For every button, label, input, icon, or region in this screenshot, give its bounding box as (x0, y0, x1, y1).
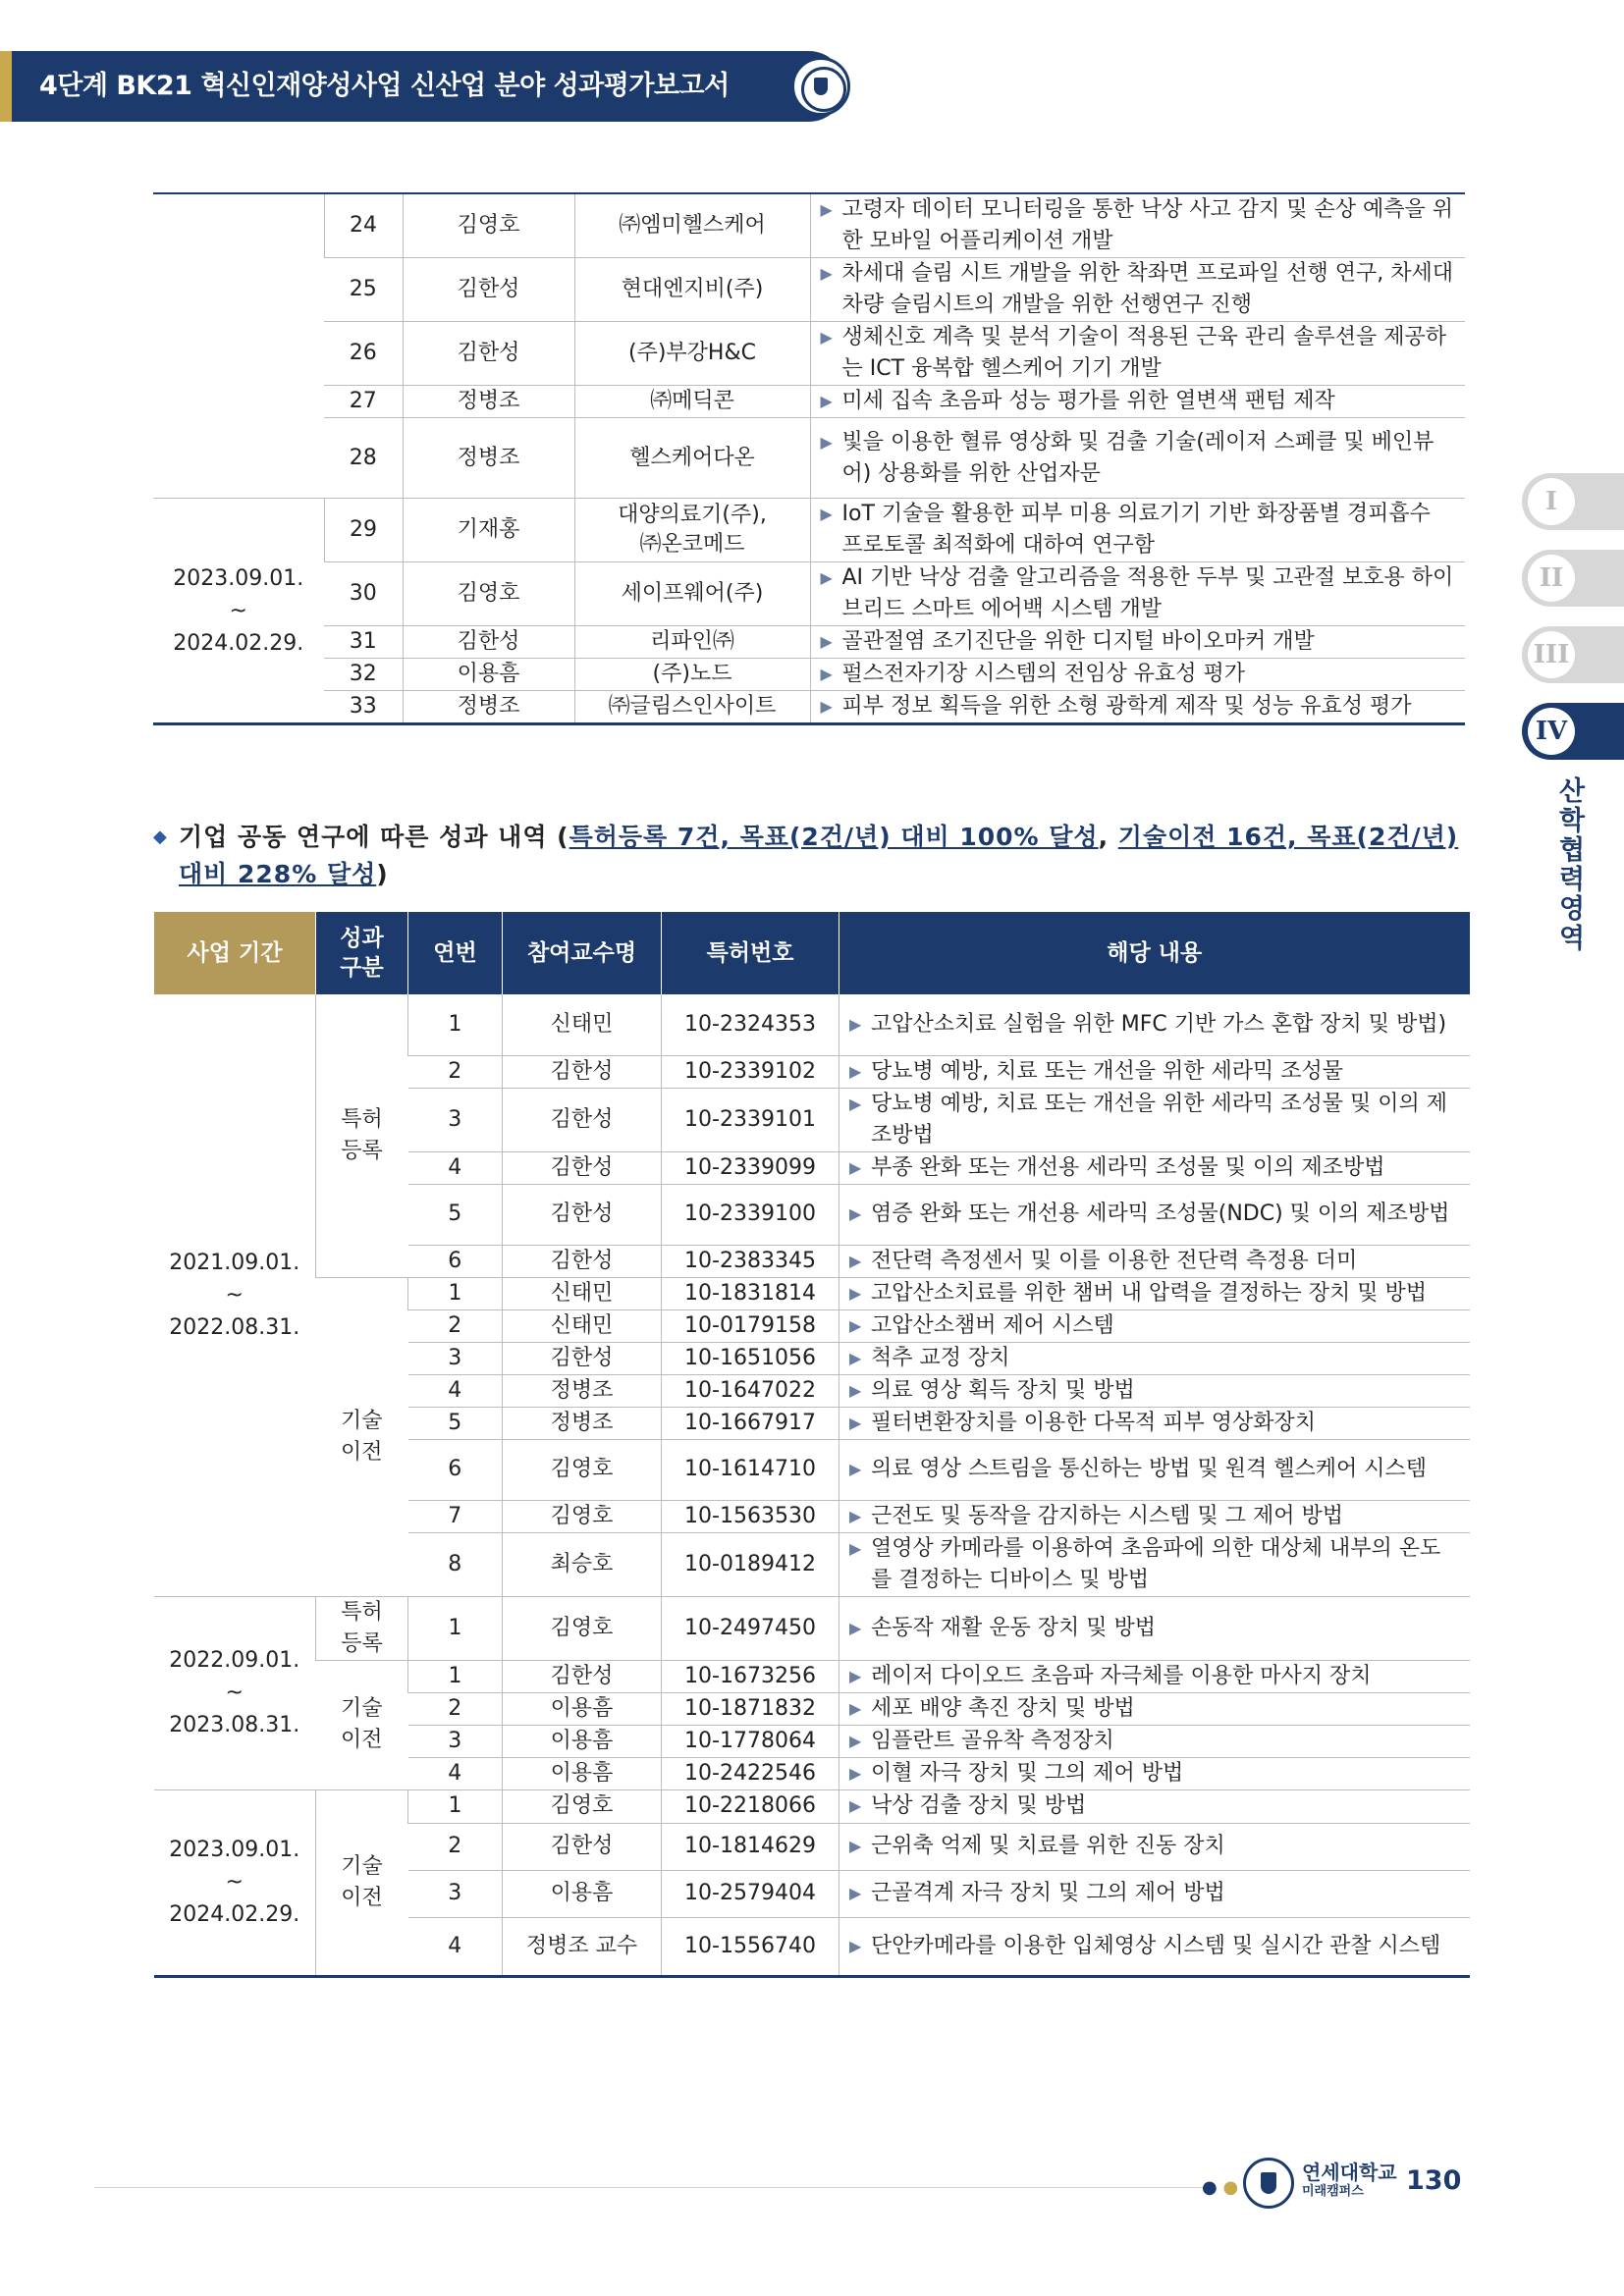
triangle-bullet-icon: ▶ (849, 1666, 862, 1685)
professor-name: 김영호 (403, 193, 574, 258)
table-header-row (154, 912, 1470, 994)
patent-number: 10-2339099 (662, 1151, 839, 1184)
patent-number: 10-2339100 (662, 1184, 839, 1245)
table-row (153, 193, 1465, 258)
project-content (810, 659, 1465, 691)
professor-name: 신태민 (503, 1277, 662, 1309)
content-text: 임플란트 골유착 측정장치 (871, 1728, 1114, 1753)
row-number: 28 (324, 418, 403, 499)
professor-name: 최승호 (503, 1532, 662, 1596)
triangle-bullet-icon: ▶ (849, 1094, 862, 1113)
university-emblem-icon (791, 57, 850, 116)
professor-name: 이용흠 (503, 1757, 662, 1789)
company-name: ㈜글림스인사이트 (574, 691, 810, 724)
patent-number: 10-1556740 (662, 1917, 839, 1976)
triangle-bullet-icon: ▶ (849, 1763, 862, 1783)
professor-name: 김한성 (503, 1660, 662, 1692)
footer-campus: 미래캠퍼스 (1302, 2184, 1364, 2199)
side-tab-4-label: IV (1528, 708, 1575, 755)
row-number: 1 (408, 1596, 503, 1660)
patent-content (839, 1917, 1470, 1976)
row-number: 32 (324, 659, 403, 691)
side-tab-2-label: II (1528, 555, 1575, 602)
triangle-bullet-icon: ▶ (820, 505, 833, 523)
professor-name: 김한성 (503, 1245, 662, 1277)
patent-content (839, 1245, 1470, 1277)
company-name: ㈜엠미헬스케어 (574, 193, 810, 258)
header-patent-number: 특허번호 (662, 912, 839, 994)
diamond-bullet-icon: ◆ (153, 827, 168, 847)
row-number: 3 (408, 1725, 503, 1757)
patent-number: 10-0179158 (662, 1309, 839, 1342)
row-number: 3 (408, 1342, 503, 1374)
company-name: (주)노드 (574, 659, 810, 691)
professor-name: 김영호 (503, 1439, 662, 1500)
content-text: 이혈 자극 장치 및 그의 제어 방법 (871, 1760, 1184, 1786)
patent-content (839, 1342, 1470, 1374)
professor-name: 기재홍 (403, 499, 574, 562)
professor-name: 이용흠 (503, 1870, 662, 1917)
content-text: 손동작 재활 운동 장치 및 방법 (871, 1615, 1156, 1640)
triangle-bullet-icon: ▶ (849, 1936, 862, 1955)
patent-number: 10-2339101 (662, 1088, 839, 1151)
header-no: 연번 (408, 912, 503, 994)
triangle-bullet-icon: ▶ (849, 1460, 862, 1478)
header-category: 성과 구분 (316, 912, 408, 994)
row-number: 5 (408, 1407, 503, 1439)
patent-achievement-link[interactable]: 특허등록 7건, 목표(2건/년) 대비 100% 달성 (568, 823, 1099, 851)
triangle-bullet-icon: ▶ (849, 1698, 862, 1718)
period-cell: 2023.09.01. ~ 2024.02.29. (153, 499, 324, 724)
row-number: 1 (408, 1277, 503, 1309)
triangle-bullet-icon: ▶ (849, 1283, 862, 1303)
table-row (154, 994, 1470, 1055)
side-tab-1[interactable] (1522, 473, 1624, 530)
professor-name: 신태민 (503, 994, 662, 1055)
patent-number: 10-1673256 (662, 1660, 839, 1692)
content-text: 전단력 측정센서 및 이를 이용한 전단력 측정용 더미 (871, 1248, 1358, 1273)
table-row (153, 626, 1465, 659)
company-name: ㈜메딕콘 (574, 386, 810, 418)
patent-number: 10-2324353 (662, 994, 839, 1055)
patent-number: 10-1831814 (662, 1277, 839, 1309)
period-cell (153, 193, 324, 499)
patent-content (839, 1277, 1470, 1309)
table-row (153, 499, 1465, 562)
content-text: 근위축 억제 및 치료를 위한 진동 장치 (871, 1834, 1225, 1858)
triangle-bullet-icon: ▶ (849, 1884, 862, 1902)
triangle-bullet-icon: ▶ (849, 1837, 862, 1855)
project-content (810, 193, 1465, 258)
professor-name: 김영호 (403, 562, 574, 626)
project-content (810, 626, 1465, 659)
patent-number: 10-1651056 (662, 1342, 839, 1374)
row-number: 1 (408, 1789, 503, 1823)
professor-name: 김한성 (403, 258, 574, 322)
triangle-bullet-icon: ▶ (849, 1251, 862, 1270)
professor-name: 김한성 (403, 626, 574, 659)
patent-content (839, 1692, 1470, 1725)
section-heading-prefix: 기업 공동 연구에 따른 성과 내역 ( (179, 823, 569, 851)
triangle-bullet-icon: ▶ (849, 1538, 862, 1558)
professor-name: 이용흠 (503, 1725, 662, 1757)
professor-name: 정병조 교수 (503, 1917, 662, 1976)
performance-table (153, 912, 1470, 1978)
triangle-bullet-icon: ▶ (820, 665, 833, 683)
side-tab-3[interactable] (1522, 626, 1624, 683)
triangle-bullet-icon: ▶ (849, 1061, 862, 1081)
patent-content (839, 1309, 1470, 1342)
professor-name: 김한성 (403, 322, 574, 386)
content-text: 차세대 슬림 시트 개발을 위한 착좌면 프로파일 선행 연구, 차세대 차량 슬림시트의 개발을 위한 선행연구 진행 (841, 261, 1453, 317)
project-content (810, 418, 1465, 499)
footer-dots-icon: ● ● (1202, 2177, 1239, 2198)
content-text: 열영상 카메라를 이용하여 초음파에 의한 대상체 내부의 온도를 결정하는 디바이스 및 방법 (871, 1535, 1441, 1592)
row-number: 1 (408, 994, 503, 1055)
company-name: 리파인㈜ (574, 626, 810, 659)
industry-collaboration-table (153, 192, 1465, 725)
patent-number: 10-2218066 (662, 1789, 839, 1823)
patent-number: 10-2497450 (662, 1596, 839, 1660)
content-text: 근골격계 자극 장치 및 그의 제어 방법 (871, 1881, 1225, 1905)
patent-content (839, 1596, 1470, 1660)
content-text: 근전도 및 동작을 감지하는 시스템 및 그 제어 방법 (871, 1503, 1343, 1528)
row-number: 26 (324, 322, 403, 386)
professor-name: 정병조 (403, 386, 574, 418)
row-number: 29 (324, 499, 403, 562)
patent-number: 10-2422546 (662, 1757, 839, 1789)
row-number: 3 (408, 1088, 503, 1151)
content-text: 의료 영상 획득 장치 및 방법 (871, 1377, 1135, 1403)
tech-transfer-achievement-link[interactable]: 기술이전 16건, 목표(2건/년) 대비 228% 달성 (179, 823, 1459, 888)
table-row (153, 691, 1465, 724)
professor-name: 김한성 (503, 1055, 662, 1088)
professor-name: 이용흠 (503, 1692, 662, 1725)
triangle-bullet-icon: ▶ (820, 568, 833, 587)
patent-number: 10-2579404 (662, 1870, 839, 1917)
professor-name: 김한성 (503, 1342, 662, 1374)
content-text: 빛을 이용한 혈류 영상화 및 검출 기술(레이저 스페클 및 베인뷰어) 상용화를 위한 산업자문 (841, 429, 1435, 486)
header-accent-stripe (0, 51, 12, 122)
table-row (153, 418, 1465, 499)
header-professor: 참여교수명 (503, 912, 662, 994)
professor-name: 김한성 (503, 1151, 662, 1184)
content-text: 세포 배양 촉진 장치 및 방법 (871, 1695, 1135, 1721)
row-number: 6 (408, 1439, 503, 1500)
content-text: AI 기반 낙상 검출 알고리즘을 적용한 두부 및 고관절 보호용 하이브리드 스마트 에어백 시스템 개발 (841, 565, 1454, 621)
patent-content (839, 1088, 1470, 1151)
content-text: 당뇨병 예방, 치료 또는 개선을 위한 세라믹 조성물 (871, 1058, 1343, 1084)
patent-content (839, 1184, 1470, 1245)
patent-number: 10-1563530 (662, 1500, 839, 1532)
row-number: 27 (324, 386, 403, 418)
table-row (154, 1660, 1470, 1692)
content-text: 생체신호 계측 및 분석 기술이 적용된 근육 관리 솔루션을 제공하는 ICT 융복합 헬스케어 기기 개발 (841, 325, 1446, 381)
professor-name: 김한성 (503, 1088, 662, 1151)
project-content (810, 562, 1465, 626)
triangle-bullet-icon: ▶ (849, 1157, 862, 1177)
patent-number: 10-2383345 (662, 1245, 839, 1277)
content-text: 고압산소치료를 위한 챔버 내 압력을 결정하는 장치 및 방법 (871, 1280, 1427, 1306)
content-text: 낙상 검출 장치 및 방법 (871, 1793, 1087, 1818)
page-number: 130 (1406, 2165, 1462, 2196)
section-heading (153, 819, 1469, 893)
patent-number: 10-0189412 (662, 1532, 839, 1596)
patent-content (839, 1500, 1470, 1532)
company-name: 대양의료기(주), ㈜온코메드 (574, 499, 810, 562)
row-number: 8 (408, 1532, 503, 1596)
content-text: 펄스전자기장 시스템의 전임상 유효성 평가 (841, 662, 1246, 686)
table-row (154, 1596, 1470, 1660)
patent-content (839, 1757, 1470, 1789)
patent-content (839, 994, 1470, 1055)
row-number: 4 (408, 1757, 503, 1789)
triangle-bullet-icon: ▶ (820, 392, 833, 410)
side-tab-2[interactable] (1522, 550, 1624, 607)
patent-number: 10-1667917 (662, 1407, 839, 1439)
row-number: 4 (408, 1151, 503, 1184)
project-content (810, 386, 1465, 418)
report-title: 4단계 BK21 혁신인재양성사업 신산업 분야 성과평가보고서 (39, 71, 730, 101)
side-tab-4[interactable] (1522, 703, 1624, 760)
row-number: 7 (408, 1500, 503, 1532)
company-name: 현대엔지비(주) (574, 258, 810, 322)
row-number: 2 (408, 1055, 503, 1088)
content-text: IoT 기술을 활용한 피부 미용 의료기기 기반 화장품별 경피흡수 프로토콜 최적화에 대하여 연구함 (841, 502, 1431, 558)
section-heading-separator: , (1098, 823, 1118, 851)
category-cell: 기술 이전 (316, 1660, 408, 1789)
project-content (810, 691, 1465, 724)
table-row (153, 322, 1465, 386)
table-row (153, 562, 1465, 626)
content-text: 당뇨병 예방, 치료 또는 개선을 위한 세라믹 조성물 및 이의 제조방법 (871, 1091, 1447, 1148)
period-cell: 2023.09.01. ~ 2024.02.29. (154, 1789, 316, 1976)
triangle-bullet-icon: ▶ (849, 1380, 862, 1400)
professor-name: 정병조 (503, 1374, 662, 1407)
row-number: 30 (324, 562, 403, 626)
side-tab-1-label: I (1528, 478, 1575, 525)
patent-content (839, 1407, 1470, 1439)
side-tab-3-label: III (1528, 631, 1575, 678)
footer-emblem-icon (1243, 2158, 1294, 2209)
professor-name: 정병조 (403, 691, 574, 724)
row-number: 5 (408, 1184, 503, 1245)
content-text: 부종 완화 또는 개선용 세라믹 조성물 및 이의 제조방법 (871, 1154, 1385, 1180)
professor-name: 정병조 (503, 1407, 662, 1439)
patent-number: 10-1778064 (662, 1725, 839, 1757)
triangle-bullet-icon: ▶ (820, 264, 833, 283)
header-content: 해당 내용 (839, 912, 1470, 994)
patent-content (839, 1789, 1470, 1823)
patent-number: 10-1814629 (662, 1823, 839, 1870)
table-row (153, 258, 1465, 322)
project-content (810, 258, 1465, 322)
period-cell: 2021.09.01. ~ 2022.08.31. (154, 994, 316, 1596)
table-row (153, 659, 1465, 691)
triangle-bullet-icon: ▶ (849, 1796, 862, 1815)
period-cell: 2022.09.01. ~ 2023.08.31. (154, 1596, 316, 1789)
triangle-bullet-icon: ▶ (849, 1348, 862, 1367)
triangle-bullet-icon: ▶ (820, 328, 833, 347)
content-text: 의료 영상 스트림을 통신하는 방법 및 원격 헬스케어 시스템 (871, 1457, 1427, 1481)
professor-name: 김영호 (503, 1596, 662, 1660)
table-row (154, 1789, 1470, 1823)
content-text: 염증 완화 또는 개선용 세라믹 조성물(NDC) 및 이의 제조방법 (871, 1201, 1450, 1226)
side-section-label: 산 학 협 력 영 역 (1558, 776, 1586, 954)
content-text: 필터변환장치를 이용한 다목적 피부 영상화장치 (871, 1410, 1317, 1435)
row-number: 25 (324, 258, 403, 322)
patent-number: 10-1647022 (662, 1374, 839, 1407)
professor-name: 김영호 (503, 1789, 662, 1823)
patent-content (839, 1151, 1470, 1184)
professor-name: 김영호 (503, 1500, 662, 1532)
triangle-bullet-icon: ▶ (849, 1315, 862, 1335)
patent-number: 10-1871832 (662, 1692, 839, 1725)
category-cell: 기술 이전 (316, 1789, 408, 1976)
triangle-bullet-icon: ▶ (849, 1506, 862, 1525)
content-text: 레이저 다이오드 초음파 자극체를 이용한 마사지 장치 (871, 1663, 1372, 1688)
row-number: 2 (408, 1692, 503, 1725)
triangle-bullet-icon: ▶ (849, 1014, 862, 1034)
content-text: 고령자 데이터 모니터링을 통한 낙상 사고 감지 및 손상 예측을 위한 모바일 어플리케이션 개발 (841, 197, 1453, 253)
triangle-bullet-icon: ▶ (849, 1413, 862, 1432)
content-text: 골관절염 조기진단을 위한 디지털 바이오마커 개발 (841, 629, 1315, 654)
row-number: 33 (324, 691, 403, 724)
row-number: 4 (408, 1917, 503, 1976)
row-number: 2 (408, 1823, 503, 1870)
triangle-bullet-icon: ▶ (849, 1204, 862, 1223)
patent-number: 10-2339102 (662, 1055, 839, 1088)
row-number: 24 (324, 193, 403, 258)
header-period: 사업 기간 (154, 912, 316, 994)
triangle-bullet-icon: ▶ (849, 1618, 862, 1637)
row-number: 2 (408, 1309, 503, 1342)
patent-content (839, 1725, 1470, 1757)
category-cell: 특허 등록 (316, 994, 408, 1277)
triangle-bullet-icon: ▶ (820, 200, 833, 219)
patent-content (839, 1374, 1470, 1407)
triangle-bullet-icon: ▶ (820, 632, 833, 651)
project-content (810, 499, 1465, 562)
professor-name: 정병조 (403, 418, 574, 499)
row-number: 1 (408, 1660, 503, 1692)
patent-content (839, 1870, 1470, 1917)
patent-content (839, 1532, 1470, 1596)
row-number: 31 (324, 626, 403, 659)
professor-name: 김한성 (503, 1184, 662, 1245)
triangle-bullet-icon: ▶ (849, 1731, 862, 1750)
content-text: 척추 교정 장치 (871, 1345, 1010, 1370)
table-row (153, 386, 1465, 418)
professor-name: 신태민 (503, 1309, 662, 1342)
professor-name: 이용흠 (403, 659, 574, 691)
patent-content (839, 1823, 1470, 1870)
patent-content (839, 1439, 1470, 1500)
content-text: 미세 집속 초음파 성능 평가를 위한 열변색 팬텀 제작 (841, 389, 1335, 413)
project-content (810, 322, 1465, 386)
triangle-bullet-icon: ▶ (820, 697, 833, 716)
section-heading-suffix: ) (376, 860, 389, 888)
category-cell: 특허 등록 (316, 1596, 408, 1660)
content-text: 고압산소챔버 제어 시스템 (871, 1312, 1114, 1338)
row-number: 4 (408, 1374, 503, 1407)
content-text: 고압산소치료 실험을 위한 MFC 기반 가스 혼합 장치 및 방법) (871, 1011, 1447, 1037)
content-text: 단안카메라를 이용한 입체영상 시스템 및 실시간 관찰 시스템 (871, 1933, 1441, 1958)
row-number: 6 (408, 1245, 503, 1277)
triangle-bullet-icon: ▶ (820, 432, 833, 452)
company-name: 세이프웨어(주) (574, 562, 810, 626)
footer-university: 연세대학교 (1302, 2161, 1397, 2184)
row-number: 3 (408, 1870, 503, 1917)
patent-content (839, 1055, 1470, 1088)
company-name: (주)부강H&C (574, 322, 810, 386)
footer-divider (94, 2187, 1204, 2188)
patent-content (839, 1660, 1470, 1692)
table-row (154, 1277, 1470, 1309)
category-cell: 기술 이전 (316, 1277, 408, 1596)
company-name: 헬스케어다온 (574, 418, 810, 499)
patent-number: 10-1614710 (662, 1439, 839, 1500)
content-text: 피부 정보 획득을 위한 소형 광학계 제작 및 성능 유효성 평가 (841, 694, 1412, 719)
professor-name: 김한성 (503, 1823, 662, 1870)
